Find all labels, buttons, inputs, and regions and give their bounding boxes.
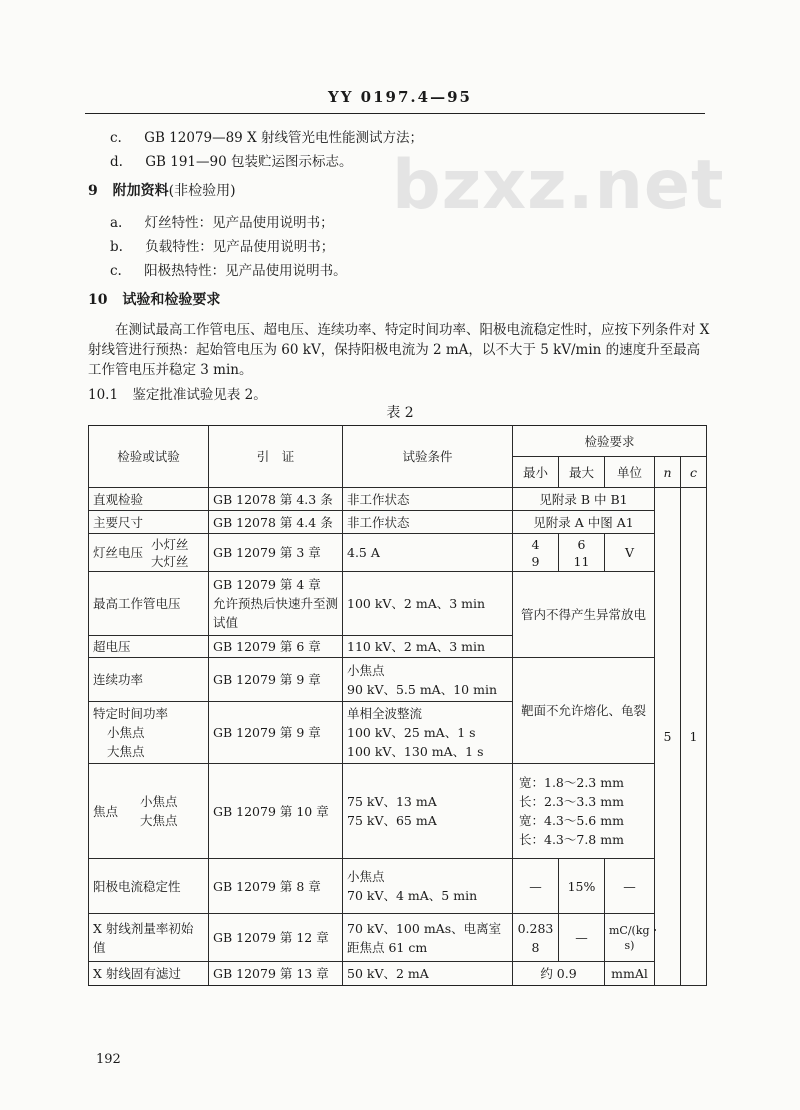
list-item-d: [110, 150, 352, 170]
sub-label: 小灯丝: [151, 536, 189, 552]
value: 11: [573, 553, 590, 569]
cell-unit: mmAl: [605, 962, 655, 986]
table-caption: 表 2: [386, 405, 414, 421]
cell-cond: 4.5 A: [343, 534, 513, 572]
list-text: 阳极热特性：见产品使用说明书。: [144, 263, 347, 279]
cell-cond: 50 kV、2 mA: [343, 962, 513, 986]
cell-ref: GB 12079 第 10 章: [209, 764, 343, 859]
section-10-heading: [88, 289, 220, 309]
cond-line: 单相全波整流: [347, 706, 423, 721]
cell-min: 0.283 8: [513, 914, 559, 962]
table-row: [89, 914, 707, 962]
header-n: n: [655, 457, 681, 488]
table-row: [89, 962, 707, 986]
cell-test: [89, 764, 209, 859]
header-ref: 引 证: [209, 426, 343, 488]
sub-label: 大焦点: [107, 744, 145, 759]
cell-test: 主要尺寸: [89, 511, 209, 534]
requirements-table: [88, 425, 707, 986]
table-row: [89, 511, 707, 534]
header-min: 最小: [513, 457, 559, 488]
cell-cond: 非工作状态: [343, 511, 513, 534]
list-item-c: [110, 126, 423, 146]
row-label: 焦点: [93, 803, 119, 819]
cell-max: 15%: [559, 859, 605, 914]
cell-req: 靶面不允许熔化、龟裂: [513, 658, 655, 764]
cell-test: X 射线固有滤过: [89, 962, 209, 986]
cell-ref: GB 12078 第 4.4 条: [209, 511, 343, 534]
row-label: 特定时间功率: [93, 706, 169, 721]
cell-cond: 非工作状态: [343, 488, 513, 511]
cell-min: [513, 534, 559, 572]
sub-label: 小焦点: [107, 725, 145, 740]
value: 6: [577, 536, 586, 552]
cell-ref: GB 12079 第 12 章: [209, 914, 343, 962]
header-rule: [85, 113, 705, 114]
list-text: 灯丝特性：见产品使用说明书；: [144, 215, 334, 231]
list-text: GB 12079—89 X 射线管光电性能测试方法；: [144, 130, 423, 146]
list-item-a: [110, 211, 334, 231]
header-req: 检验要求: [513, 426, 707, 457]
table-header-row: [89, 426, 707, 457]
cell-test: [89, 534, 209, 572]
cell-ref: GB 12079 第 6 章: [209, 636, 343, 658]
cell-ref: GB 12079 第 4 章 允许预热后快速升至测试值: [209, 572, 343, 636]
table-row: [89, 488, 707, 511]
req-line: 长：2.3～3.3 mm: [519, 794, 624, 809]
section-10-paragraph: 在测试最高工作管电压、超电压、连续功率、特定时间功率、阳极电流稳定性时，应按下列条件对 X 射线管进行预热：起始管电压为 60 kV，保持阳极电流为 2 mA，以不大于 5 kV/min 的速度升至最高工作管电压并稳定 3 min。: [88, 322, 710, 378]
header-max: 最大: [559, 457, 605, 488]
section-number: 10: [88, 292, 108, 308]
section-number: 10.1: [88, 387, 119, 403]
table-row: [89, 764, 707, 859]
cell-test: 连续功率: [89, 658, 209, 702]
cell-test: 阳极电流稳定性: [89, 859, 209, 914]
cell-ref: GB 12079 第 13 章: [209, 962, 343, 986]
cell-unit: —: [605, 859, 655, 914]
sub-label: 大焦点: [140, 813, 178, 828]
sub-label: 大灯丝: [151, 553, 189, 569]
cell-cond: 100 kV、2 mA、3 min: [343, 572, 513, 636]
cell-unit: V: [605, 534, 655, 572]
cell-test: X 射线剂量率初始值: [89, 914, 209, 962]
cond-line: 小焦点: [347, 662, 385, 678]
document-header: YY 0197.4—95: [328, 88, 472, 106]
req-line: 宽：1.8～2.3 mm: [519, 775, 624, 790]
cell-ref: GB 12078 第 4.3 条: [209, 488, 343, 511]
cell-min: —: [513, 859, 559, 914]
value: 9: [531, 553, 540, 569]
cell-cond: [343, 658, 513, 702]
cell-cond: [343, 859, 513, 914]
cell-test: 超电压: [89, 636, 209, 658]
section-10-1: [88, 383, 267, 403]
cell-unit: mC/(kg・s): [605, 914, 655, 962]
section-number: 9: [88, 183, 98, 199]
cell-req: 管内不得产生异常放电: [513, 572, 655, 658]
cell-ref: GB 12079 第 9 章: [209, 702, 343, 764]
list-label: b.: [110, 239, 123, 255]
cell-req: 见附录 B 中 B1: [513, 488, 655, 511]
cell-n: 5: [655, 488, 681, 986]
req-line: 长：4.3～7.8 mm: [519, 832, 624, 847]
cell-test: 直观检验: [89, 488, 209, 511]
table-row: [89, 658, 707, 702]
table-row: [89, 534, 707, 572]
row-label: 灯丝电压: [93, 545, 144, 560]
cond-line: 小焦点: [347, 869, 385, 884]
section-title: 试验和检验要求: [122, 292, 221, 308]
list-label: a.: [110, 215, 123, 231]
header-unit: 单位: [605, 457, 655, 488]
cell-max: —: [559, 914, 605, 962]
list-text: GB 191—90 包装贮运图示标志。: [145, 154, 353, 170]
cell-max: [559, 534, 605, 572]
sub-label: 小焦点: [140, 794, 178, 809]
cell-ref: GB 12079 第 9 章: [209, 658, 343, 702]
cell-cond: 110 kV、2 mA、3 min: [343, 636, 513, 658]
section-title: 附加资料: [112, 183, 169, 199]
cell-cond: [343, 702, 513, 764]
cond-line: 75 kV、65 mA: [347, 813, 437, 828]
header-c: c: [681, 457, 707, 488]
list-label: d.: [110, 154, 123, 170]
cell-c: 1: [681, 488, 707, 986]
list-label: c.: [110, 130, 122, 146]
req-line: 宽：4.3～5.6 mm: [519, 813, 624, 828]
list-item-b: [110, 235, 334, 255]
value: 4: [531, 536, 540, 552]
cell-req: 约 0.9: [513, 962, 605, 986]
list-text: 负载特性：见产品使用说明书；: [145, 239, 335, 255]
section-text: 鉴定批准试验见表 2。: [132, 387, 267, 403]
table-row: [89, 859, 707, 914]
cell-req: 见附录 A 中图 A1: [513, 511, 655, 534]
list-item-c2: [110, 259, 347, 279]
cell-req: [513, 764, 655, 859]
header-cond: 试验条件: [343, 426, 513, 488]
cell-cond: [343, 764, 513, 859]
cell-test: [89, 702, 209, 764]
cond-line: 75 kV、13 mA: [347, 794, 437, 809]
cell-test: 最高工作管电压: [89, 572, 209, 636]
header-test: 检验或试验: [89, 426, 209, 488]
watermark: bzxz.net: [392, 146, 725, 225]
cond-line: 70 kV、4 mA、5 min: [347, 888, 478, 903]
section-note: (非检验用): [168, 183, 236, 199]
table-row: [89, 572, 707, 636]
list-label: c.: [110, 263, 122, 279]
cell-ref: GB 12079 第 3 章: [209, 534, 343, 572]
section-9-heading: [88, 180, 236, 200]
cond-line: 100 kV、130 mA、1 s: [347, 744, 484, 759]
cell-cond: 70 kV、100 mAs、电离室距焦点 61 cm: [343, 914, 513, 962]
page-number: 192: [96, 1052, 121, 1067]
cond-line: 90 kV、5.5 mA、10 min: [347, 681, 497, 697]
cond-line: 100 kV、25 mA、1 s: [347, 725, 476, 740]
cell-ref: GB 12079 第 8 章: [209, 859, 343, 914]
